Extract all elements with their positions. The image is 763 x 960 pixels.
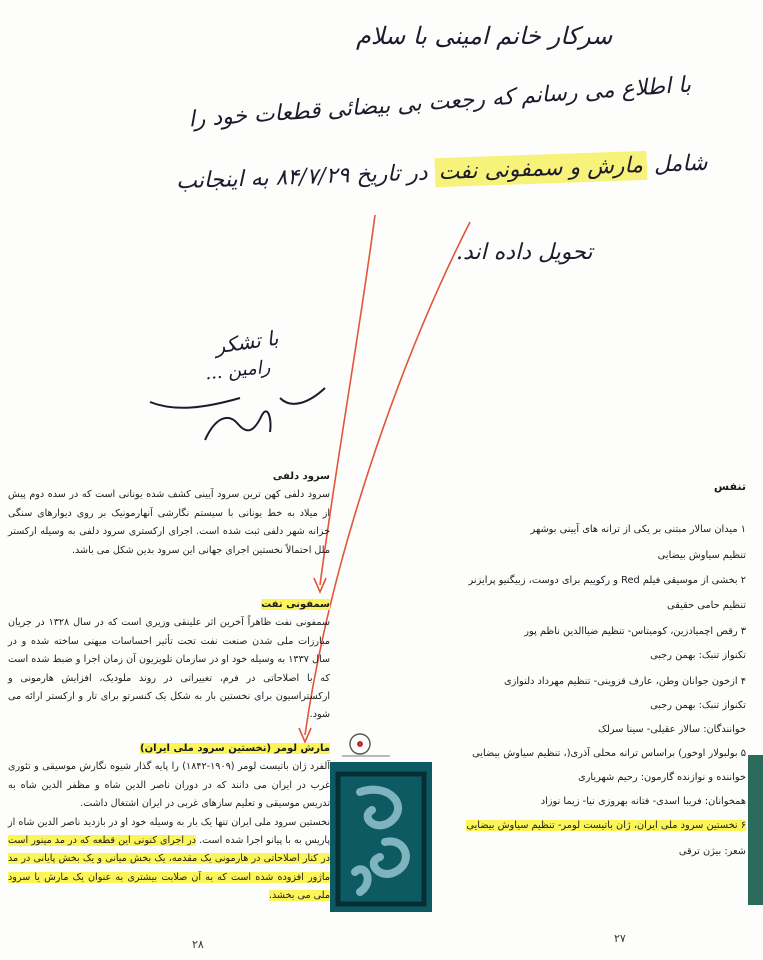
delphi-title: سرود دلفی [272, 471, 330, 482]
handwritten-line-3-b: در تاریخ ۸۴/۷/۲۹ به اینجانب [175, 160, 428, 195]
program-list [438, 480, 746, 880]
naft-body: سمفونی نفت ظاهراً آخرین اثر علینقی وزیری است که در سال ۱۳۲۸ در جریان مبارزات ملی شدن صنعت نفت تحت تأثیر احساسات میهنی ساخته شده و در سال ۱۳۳۷ به وسیله خود او در سازمان تلویزیون آن زمان اجرا و ضبط شده است که با اصلاحاتی در فرم، تغییراتی در روند ملودیک، افزایش هارمونی و ارکستراسیون برای نخستین بار به شکل یک کنسرتو برای تار و ارکستر ارائه می شود. [8, 617, 330, 721]
program-title: تنفس [713, 480, 746, 493]
program-item: ۴ ازخون جوانان وطن، عارف قزوینی- تنظیم مهرداد دلنوازی [503, 676, 746, 687]
program-item: خوانندگان: سالار عقیلی- سینا سرلک [598, 724, 746, 735]
march-body-2: نخستین سرود ملی ایران تنها یک بار به وسیله خود او در بازدید ناصر الدین شاه از پاریس به با پیانو اجرا شده است. [8, 816, 330, 847]
naft-section [8, 596, 330, 725]
program-item: خواننده و نوازنده گارمون: رحیم شهریاری [577, 772, 746, 783]
march-body-1: آلفرد ژان باتیست لومر (۱۹۰۹-۱۸۴۲) را پایه گذار شیوه نگارش موسیقی و تئوری غرب در ایران می دانند که در دوران ناصر الدین شاه و مظفر الدین شاه به تدریس موسیقی و تعلیم سازهای غربی در ایران اشتغال داشت. [8, 761, 330, 810]
program-item: ۱ میدان سالار مبتنی بر یکی از ترانه های آیینی بوشهر [530, 524, 746, 535]
march-title-line [8, 740, 330, 758]
naft-title-line [8, 596, 330, 614]
program-item: تکنواز تنبک: بهمن رجبی [650, 700, 746, 711]
march-body-3: در اجرای کنونی این قطعه که در مد مینور است در کنار اصلاحاتی در هارمونی یک مقدمه، یک بخش میانی و یک بخش پایانی در مد ماژور افزوده شده است که به آن صلابت بیشتری به عنوان یک مارش یا سرود ملی می بخشد. [8, 835, 330, 902]
delphi-body: سرود دلفی کهن ترین سرود آیینی کشف شده یونانی است که در سده دوم پیش از میلاد به خط یونانی با سیستم نگارشی آنهارمونیک بر روی دیوارهای سنگی خزانه شهر دلفی ثبت شده است. اجرای ارکستری سرود دلفی به وسیله ارکستر ملل احتمالاً نخستین اجرای جهانی این سرود بدین شکل می باشد. [8, 489, 330, 556]
march-title: مارش لومر (نخستین سرود ملی ایران) [140, 743, 330, 754]
cover-pattern [330, 762, 432, 912]
program-item: تنظیم سیاوش بیضایی [657, 550, 746, 561]
highlighted-anthem-entry: ۶ نخستین سرود ملی ایران، ژان باتیست لومر- تنظیم سیاوش بیضایی [466, 820, 746, 831]
program-item: ۳ رقص اچمیادزین، کومیتاس- تنظیم ضیاالدین ناظم پور [524, 626, 746, 637]
program-item: تنظیم حامی حقیقی [667, 600, 746, 611]
program-item: همخوانان: فریبا اسدی- فتانه بهروزی نیا- زیما نوزاد [540, 796, 746, 807]
book-cover-image [330, 762, 432, 912]
arrow-head-naft [314, 578, 326, 592]
handwritten-line-4: تحویل داده اند. [456, 240, 593, 265]
book-logo [330, 730, 432, 762]
program-item: ۵ بولبولار اوخور) براساس ترانه محلی آذری(، تنظیم سیاوش بیضایی [472, 748, 746, 759]
march-body-2-line [8, 814, 330, 906]
signature [150, 388, 325, 440]
adjacent-page-strip [748, 755, 763, 905]
handwritten-thanks: با تشکر [213, 325, 280, 359]
handwritten-line-1: سرکار خانم امینی با سلام [356, 22, 613, 50]
highlighted-pieces: مارش و سمفونی نفت [434, 151, 647, 187]
program-item-highlighted [466, 820, 746, 831]
handwritten-signature-name: رامین ... [204, 356, 272, 385]
handwritten-line-2: با اطلاع می رسانم که رجعت بی بیضائی قطعات خود را [187, 72, 692, 133]
handwritten-line-3 [176, 151, 708, 195]
page-number-left: ۲۸ [192, 938, 204, 951]
page-number-right: ۲۷ [614, 932, 626, 945]
program-item: تکنواز تنبک: بهمن رجبی [650, 650, 746, 661]
program-item: شعر: بیژن ترقی [678, 846, 746, 857]
naft-title: سمفونی نفت [261, 599, 330, 610]
left-printed-column [8, 468, 330, 560]
handwritten-line-3-a: شامل [653, 150, 708, 178]
march-section [8, 740, 330, 906]
program-item: ۲ بخشی از موسیقی فیلم Red و رکوییم برای دوست، زبیگنیو پرایزنر [468, 575, 746, 586]
logo-emblem [330, 730, 432, 762]
